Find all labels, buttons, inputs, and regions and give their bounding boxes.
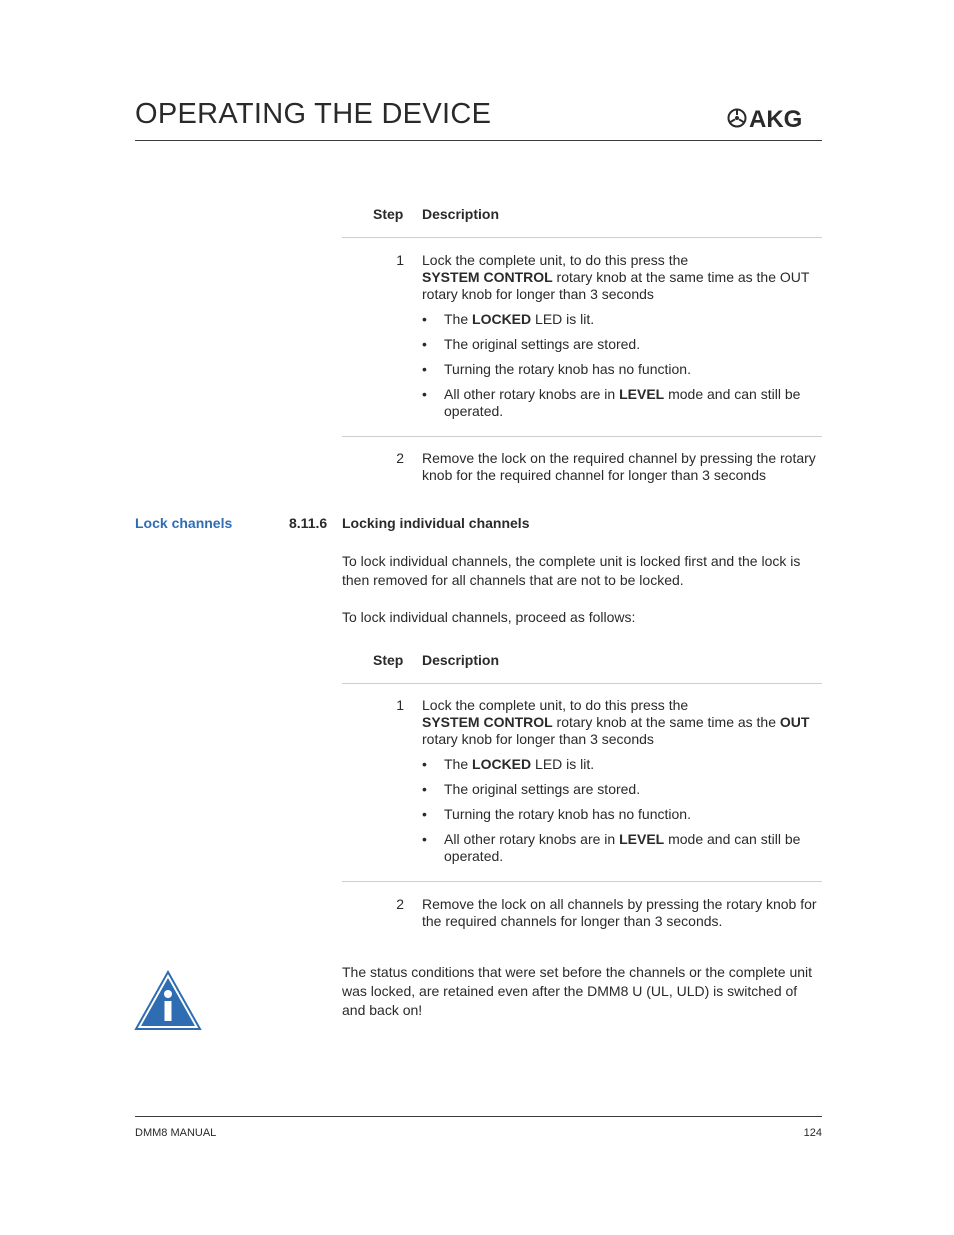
- table2-step-1-bullets: [422, 756, 824, 873]
- table2-step-1-line3: rotary knob for longer than 3 seconds: [422, 731, 654, 747]
- table1-step-1-line2-text: rotary knob at the same time as the OUT: [552, 269, 810, 285]
- header-rule: [135, 140, 822, 141]
- footer-manual-name: DMM8 MANUAL: [135, 1127, 217, 1139]
- akg-logo: [727, 104, 823, 132]
- info-icon: [134, 970, 202, 1032]
- list-item: • Turning the rotary knob has no function.: [422, 361, 824, 378]
- list-item: • All other rotary knobs are in LEVEL mode and can still be operated.: [422, 386, 824, 420]
- list-item: • The LOCKED LED is lit.: [422, 311, 824, 328]
- table1-row-rule: [342, 436, 822, 437]
- table2-header-step: Step: [373, 652, 404, 668]
- list-item: • Turning the rotary knob has no function.: [422, 806, 824, 823]
- list-item: • The original settings are stored.: [422, 781, 824, 798]
- list-item: • The original settings are stored.: [422, 336, 824, 353]
- out-label: OUT: [779, 714, 810, 730]
- akg-logo-mark: [727, 104, 823, 132]
- table2-header-description: Description: [422, 652, 500, 668]
- system-control-label: SYSTEM CONTROL: [422, 714, 553, 730]
- logo-text: AKG: [749, 106, 803, 132]
- table2-step-1-description: [422, 697, 822, 748]
- table1-step-2: 2: [396, 450, 404, 466]
- system-control-label: SYSTEM CONTROL: [422, 269, 553, 285]
- table1-header-step: Step: [373, 206, 404, 222]
- table1-step-1-line1: Lock the complete unit, to do this press the: [422, 252, 689, 268]
- section-number: 8.11.6: [289, 515, 328, 531]
- section-paragraph-2: To lock individual channels, proceed as follows:: [342, 609, 636, 625]
- page-title: OPERATING THE DEVICE: [135, 98, 492, 130]
- table1-header-description: Description: [422, 206, 500, 222]
- table2-step-2: 2: [396, 896, 404, 912]
- table1-step-1-line2: [422, 269, 822, 286]
- section-title: Locking individual channels: [342, 515, 530, 531]
- footer-rule: [135, 1116, 822, 1117]
- table1-step-1: 1: [396, 252, 404, 268]
- table1-step-1-bullets: [422, 311, 824, 428]
- section-paragraph-1: To lock individual channels, the complete unit is locked first and the lock is then removed for all channels that are not to be locked.: [342, 553, 801, 588]
- table1-step-2-description: Remove the lock on the required channel by pressing the rotary knob for the required channel for longer than 3 seconds: [422, 450, 816, 483]
- side-label-lock-channels: Lock channels: [135, 515, 233, 531]
- table2-step-2-description: Remove the lock on all channels by pressing the rotary knob for the required channels for longer than 3 seconds.: [422, 896, 817, 929]
- table2-step-1-line2: [422, 714, 822, 731]
- table1-step-1-line3: rotary knob for longer than 3 seconds: [422, 286, 654, 302]
- table2-step-1-line2-text: rotary knob at the same time as the: [552, 714, 780, 730]
- list-item: • The LOCKED LED is lit.: [422, 756, 824, 773]
- table1-header-rule: [342, 237, 822, 238]
- list-item: • All other rotary knobs are in LEVEL mode and can still be operated.: [422, 831, 824, 865]
- table2-header-rule: [342, 683, 822, 684]
- table2-step-1-line1: Lock the complete unit, to do this press the: [422, 697, 689, 713]
- note-text: The status conditions that were set before the channels or the complete unit was locked, are retained even after the DMM8 U (UL, ULD) is switched of and back on!: [342, 964, 813, 1018]
- page-number: 124: [803, 1127, 822, 1139]
- table2-step-1: 1: [396, 697, 404, 713]
- table1-step-1-description: [422, 252, 822, 303]
- table2-row-rule: [342, 881, 822, 882]
